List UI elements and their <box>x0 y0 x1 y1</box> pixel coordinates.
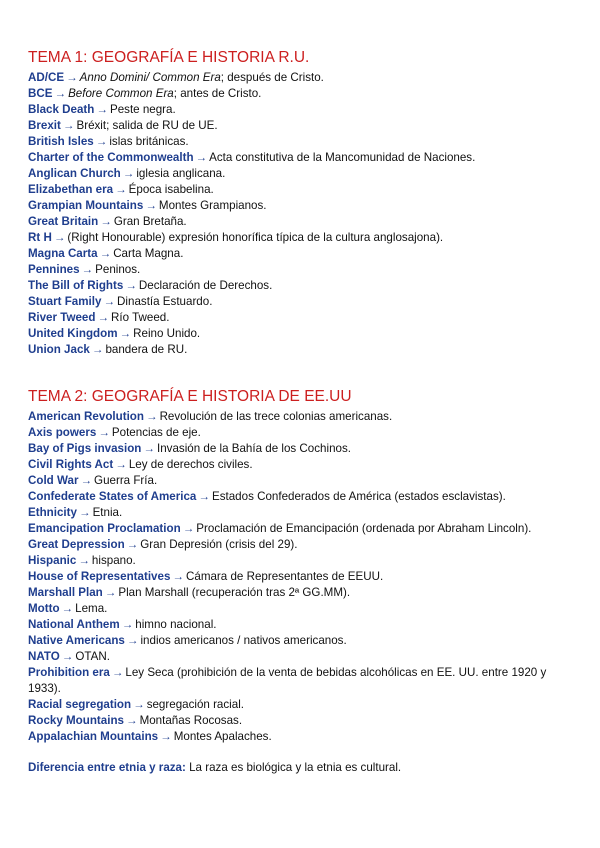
glossary-term: Union Jack <box>28 343 90 356</box>
right-arrow-icon: → <box>91 343 104 356</box>
glossary-term: Emancipation Proclamation <box>28 522 181 535</box>
glossary-italic: Anno Domini/ Common Era <box>79 71 221 84</box>
glossary-list <box>28 409 588 745</box>
right-arrow-icon: → <box>100 215 112 228</box>
glossary-definition: OTAN. <box>75 650 110 663</box>
right-arrow-icon: → <box>96 103 108 116</box>
right-arrow-icon: → <box>81 263 94 276</box>
right-arrow-icon: → <box>115 458 127 471</box>
right-arrow-icon: → <box>125 714 138 727</box>
right-arrow-icon: → <box>54 87 67 100</box>
glossary-term: Prohibition era <box>28 666 110 679</box>
glossary-term: Great Depression <box>28 538 125 551</box>
section-title: TEMA 2: GEOGRAFÍA E HISTORIA DE EE.UU <box>28 388 352 405</box>
glossary-entry <box>28 649 588 665</box>
glossary-entry <box>28 713 588 729</box>
glossary-entry <box>28 569 588 585</box>
right-arrow-icon: → <box>61 602 74 615</box>
glossary-definition: Montes Grampianos. <box>158 199 267 212</box>
glossary-entry <box>28 489 588 505</box>
right-arrow-icon: → <box>97 311 110 324</box>
glossary-term: Motto <box>28 602 60 615</box>
glossary-term: The Bill of Rights <box>28 279 124 292</box>
glossary-list <box>28 70 588 358</box>
glossary-entry <box>28 585 588 601</box>
right-arrow-icon: → <box>133 698 145 711</box>
glossary-definition: ; antes de Cristo. <box>173 87 262 100</box>
glossary-definition: Cámara de Representantes de EEUU. <box>186 570 384 583</box>
note-paragraph <box>28 760 401 776</box>
glossary-entry <box>28 166 588 182</box>
glossary-term: Civil Rights Act <box>28 458 114 471</box>
glossary-term: Racial segregation <box>28 698 132 711</box>
glossary-term: Marshall Plan <box>28 586 103 599</box>
right-arrow-icon: → <box>115 183 127 196</box>
glossary-term: Elizabethan era <box>28 183 114 196</box>
glossary-definition: Acta constitutiva de la Mancomunidad de Naciones. <box>209 151 476 164</box>
right-arrow-icon: → <box>172 570 184 583</box>
right-arrow-icon: → <box>195 151 208 164</box>
glossary-term: Bay of Pigs invasion <box>28 442 142 455</box>
glossary-entry <box>28 198 588 214</box>
glossary-term: Rt H <box>28 231 52 244</box>
glossary-entry <box>28 86 588 102</box>
glossary-definition: indios americanos / nativos americanos. <box>140 634 347 647</box>
right-arrow-icon: → <box>80 474 93 487</box>
glossary-entry <box>28 310 588 326</box>
glossary-definition: Declaración de Derechos. <box>138 279 273 292</box>
glossary-definition: (Right Honourable) expresión honorífica típica de la cultura anglosajona). <box>67 231 444 244</box>
glossary-term: Great Britain <box>28 215 99 228</box>
glossary-definition: Ley de derechos civiles. <box>128 458 253 471</box>
section-title: TEMA 1: GEOGRAFÍA E HISTORIA R.U. <box>28 49 310 66</box>
glossary-entry <box>28 102 588 118</box>
right-arrow-icon: → <box>53 231 66 244</box>
right-arrow-icon: → <box>182 522 195 535</box>
glossary-definition: himno nacional. <box>135 618 217 631</box>
glossary-entry <box>28 182 588 198</box>
glossary-entry <box>28 601 588 617</box>
glossary-italic: Before Common Era <box>68 87 174 100</box>
glossary-term: Stuart Family <box>28 295 102 308</box>
glossary-term: River Tweed <box>28 311 96 324</box>
glossary-term: BCE <box>28 87 53 100</box>
glossary-definition: Guerra Fría. <box>94 474 158 487</box>
glossary-term: Grampian Mountains <box>28 199 144 212</box>
section-tema-2 <box>28 386 588 745</box>
glossary-term: Anglican Church <box>28 167 121 180</box>
right-arrow-icon: → <box>103 295 116 308</box>
glossary-definition: Bréxit; salida de RU de UE. <box>76 119 218 132</box>
glossary-definition: Carta Magna. <box>113 247 184 260</box>
right-arrow-icon: → <box>160 730 172 743</box>
glossary-term: Axis powers <box>28 426 97 439</box>
right-arrow-icon: → <box>95 135 108 148</box>
glossary-entry <box>28 118 588 134</box>
glossary-entry <box>28 697 588 713</box>
glossary-term: Black Death <box>28 103 95 116</box>
glossary-entry <box>28 457 588 473</box>
glossary-entry <box>28 342 588 358</box>
glossary-definition: Plan Marshall (recuperación tras 2ª GG.MM). <box>118 586 351 599</box>
right-arrow-icon: → <box>198 490 210 503</box>
glossary-definition: Invasión de la Bahía de los Cochinos. <box>156 442 351 455</box>
glossary-definition: hispano. <box>91 554 136 567</box>
glossary-definition: Etnia. <box>92 506 123 519</box>
note-text: La raza es biológica y la etnia es cultural. <box>189 761 402 774</box>
glossary-definition: Época isabelina. <box>128 183 214 196</box>
glossary-definition: bandera de RU. <box>105 343 188 356</box>
glossary-term: Pennines <box>28 263 80 276</box>
section-tema-1 <box>28 47 588 358</box>
glossary-entry <box>28 230 588 246</box>
right-arrow-icon: → <box>145 410 158 423</box>
glossary-entry <box>28 553 588 569</box>
glossary-definition: Peste negra. <box>109 103 176 116</box>
glossary-definition: iglesia anglicana. <box>136 167 226 180</box>
right-arrow-icon: → <box>66 71 78 84</box>
glossary-entry <box>28 246 588 262</box>
glossary-definition: Gran Depresión (crisis del 29). <box>140 538 298 551</box>
glossary-term: Charter of the Commonwealth <box>28 151 194 164</box>
glossary-entry <box>28 505 588 521</box>
glossary-definition: Peninos. <box>95 263 141 276</box>
right-arrow-icon: → <box>119 327 132 340</box>
glossary-entry <box>28 262 588 278</box>
right-arrow-icon: → <box>78 554 90 567</box>
glossary-definition: Dinastía Estuardo. <box>117 295 213 308</box>
right-arrow-icon: → <box>122 167 135 180</box>
glossary-term: Magna Carta <box>28 247 98 260</box>
glossary-definition: Gran Bretaña. <box>113 215 187 228</box>
glossary-entry <box>28 473 588 489</box>
glossary-entry <box>28 214 588 230</box>
right-arrow-icon: → <box>104 586 117 599</box>
glossary-entry <box>28 633 588 649</box>
glossary-entry <box>28 425 588 441</box>
right-arrow-icon: → <box>61 650 74 663</box>
glossary-entry <box>28 665 573 697</box>
glossary-entry <box>28 729 588 745</box>
glossary-definition: Montes Apalaches. <box>173 730 272 743</box>
right-arrow-icon: → <box>143 442 155 455</box>
glossary-entry <box>28 521 588 537</box>
glossary-definition: Potencias de eje. <box>111 426 201 439</box>
glossary-term: American Revolution <box>28 410 144 423</box>
glossary-definition: Reino Unido. <box>133 327 201 340</box>
glossary-term: British Isles <box>28 135 94 148</box>
right-arrow-icon: → <box>78 506 91 519</box>
right-arrow-icon: → <box>121 618 134 631</box>
right-arrow-icon: → <box>126 634 139 647</box>
glossary-term: Rocky Mountains <box>28 714 124 727</box>
right-arrow-icon: → <box>62 119 75 132</box>
glossary-term: AD/CE <box>28 71 65 84</box>
right-arrow-icon: → <box>111 666 124 679</box>
glossary-term: Ethnicity <box>28 506 77 519</box>
glossary-term: Hispanic <box>28 554 77 567</box>
glossary-definition: Montañas Rocosas. <box>139 714 243 727</box>
glossary-term: United Kingdom <box>28 327 118 340</box>
glossary-entry <box>28 134 588 150</box>
glossary-entry <box>28 537 588 553</box>
glossary-term: Brexit <box>28 119 61 132</box>
glossary-definition: segregación racial. <box>146 698 245 711</box>
right-arrow-icon: → <box>126 538 139 551</box>
glossary-definition: ; después de Cristo. <box>220 71 324 84</box>
right-arrow-icon: → <box>125 279 137 292</box>
glossary-term: NATO <box>28 650 60 663</box>
glossary-term: House of Representatives <box>28 570 171 583</box>
glossary-term: Appalachian Mountains <box>28 730 159 743</box>
right-arrow-icon: → <box>99 247 112 260</box>
glossary-definition: Ley Seca (prohibición de la venta de bebidas alcohólicas en EE. UU. entre 1920 y 1933). <box>28 666 547 695</box>
glossary-entry <box>28 278 588 294</box>
glossary-entry <box>28 150 588 166</box>
glossary-definition: Revolución de las trece colonias americanas. <box>159 410 393 423</box>
glossary-definition: Proclamación de Emancipación (ordenada por Abraham Lincoln). <box>196 522 532 535</box>
note-term: Diferencia entre etnia y raza: <box>28 761 186 774</box>
glossary-entry <box>28 326 588 342</box>
glossary-entry <box>28 441 588 457</box>
glossary-entry <box>28 294 588 310</box>
glossary-entry <box>28 409 588 425</box>
glossary-term: Confederate States of America <box>28 490 197 503</box>
right-arrow-icon: → <box>145 199 157 212</box>
glossary-term: Native Americans <box>28 634 125 647</box>
glossary-definition: Estados Confederados de América (estados esclavistas). <box>211 490 506 503</box>
glossary-term: Cold War <box>28 474 79 487</box>
glossary-definition: Lema. <box>75 602 108 615</box>
glossary-entry <box>28 617 588 633</box>
glossary-definition: islas británicas. <box>109 135 189 148</box>
right-arrow-icon: → <box>98 426 110 439</box>
glossary-entry <box>28 70 588 86</box>
glossary-term: National Anthem <box>28 618 120 631</box>
glossary-definition: Río Tweed. <box>111 311 170 324</box>
